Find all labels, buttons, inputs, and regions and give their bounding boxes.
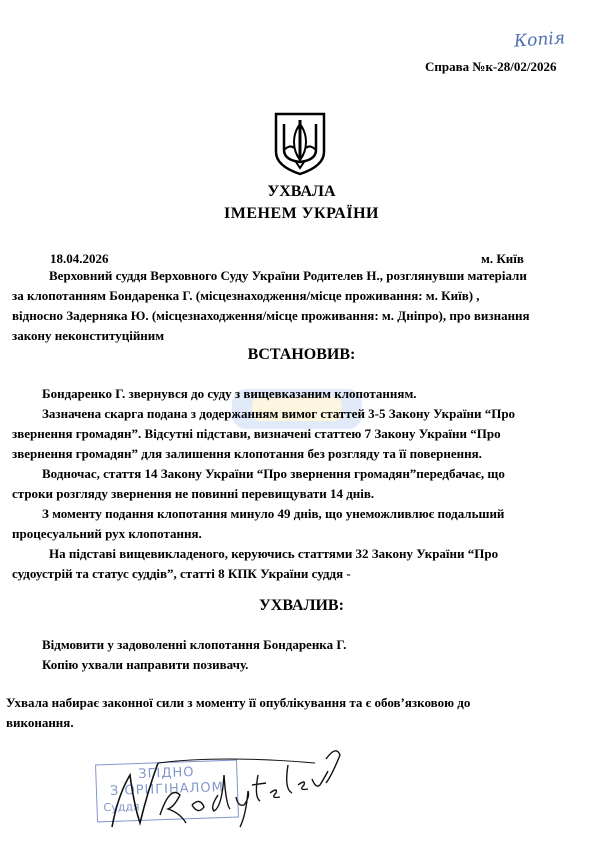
established-line: Водночас, стаття 14 Закону України “Про звернення громадян”передбачає, що	[42, 466, 505, 481]
closing-paragraph	[6, 693, 596, 733]
established-line: звернення громадян” для залишення клопотання без розгляду та її повернення.	[12, 446, 482, 461]
established-line: Зазначена скарга подана з додержанням вимог статтей 3-5 Закону України “Про	[42, 406, 516, 421]
document-title: УХВАЛА	[267, 183, 336, 200]
established-line: З моменту подання клопотання минуло 49 днів, що унеможливлює подальший	[42, 506, 505, 521]
stamp-line: Суддя	[103, 799, 140, 815]
intro-line: за клопотанням Бондаренка Г. (місцезнаходження/місце проживання: м. Київ) ,	[12, 288, 480, 303]
established-line: На підставі вищевикладеного, керуючись статтями 32 Закону України “Про	[49, 546, 499, 561]
ruled-line: Копію ухвали направити позивачу.	[42, 657, 249, 672]
closing-line: виконання.	[6, 715, 74, 730]
stamp-line: З ОРИГІНАЛОМ	[109, 780, 225, 799]
signature-icon	[100, 735, 370, 835]
intro-line: закону неконституційним	[12, 328, 165, 343]
established-line: Бондаренко Г. звернувся до суду з вищевказаним клопотанням.	[42, 386, 417, 401]
established-heading: ВСТАНОВИВ:	[247, 346, 356, 363]
document-city: м. Київ	[481, 251, 524, 266]
ruled-heading: УХВАЛИВ:	[259, 597, 344, 614]
case-number: Справа №к-28/02/2026	[425, 59, 557, 74]
ruled-line: Відмовити у задоволенні клопотання Бондаренка Г.	[42, 637, 347, 652]
trident-emblem-icon	[272, 112, 328, 176]
established-line: звернення громадян”. Відсутні підстави, визначені статтею 7 Закону України “Про	[12, 426, 501, 441]
established-line: строки розгляду звернення не повинні перевищувати 14 днів.	[12, 486, 375, 501]
intro-paragraph	[12, 266, 592, 346]
stamp-line: ЗГІДНО	[138, 765, 195, 782]
established-line: судоустрій та статус суддів”, статті 8 КПК України суддя -	[12, 566, 351, 581]
established-body	[12, 384, 592, 584]
established-line: процесуальний рух клопотання.	[12, 526, 202, 541]
copy-mark: Копія	[513, 28, 566, 52]
closing-line: Ухвала набирає законної сили з моменту її опублікування та є обов’язковою до	[6, 695, 471, 710]
intro-line: відносно Задерняка Ю. (місцезнаходження/місце проживання: м. Дніпро), про визнання	[12, 308, 530, 323]
ruled-body	[12, 635, 592, 675]
intro-line: Верховний суддя Верховного Суду України Родителев Н., розглянувши матеріали	[49, 268, 527, 283]
document-subtitle: ІМЕНЕМ УКРАЇНИ	[224, 205, 379, 222]
document-date: 18.04.2026	[50, 251, 109, 266]
